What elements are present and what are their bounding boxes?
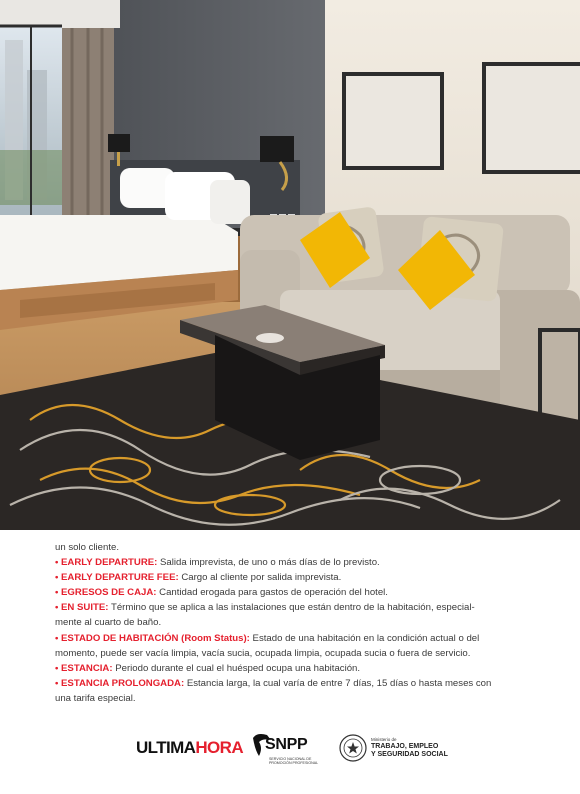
glossary-term: ESTANCIA: bbox=[61, 662, 113, 674]
mtess-seal-icon bbox=[339, 734, 367, 762]
glossary-definition: Estado de una habitación en la condición actual o del momento, puede ser vacía limpia, vacía sucia, ocupada limpia, ocupada sucia o fuera de servicio. bbox=[55, 632, 480, 659]
glossary-term: ESTANCIA PROLONGADA: bbox=[61, 677, 185, 689]
bullet: • bbox=[55, 587, 59, 599]
snpp-subtitle: SERVICIO NACIONAL DE PROMOCIÓN PROFESIONAL bbox=[269, 757, 319, 766]
glossary-entry bbox=[55, 585, 525, 600]
ultimahora-logo bbox=[136, 738, 243, 758]
glossary-entry bbox=[55, 600, 525, 630]
bullet: • bbox=[55, 662, 59, 674]
glossary-entry bbox=[55, 631, 525, 661]
ultimahora-logo-part2: HORA bbox=[195, 738, 244, 757]
glossary-definition: Término que se aplica a las instalaciones que están dentro de la habitación, especial- mente al cuarto de baño. bbox=[55, 602, 475, 629]
bullet: • bbox=[55, 632, 59, 644]
glossary-term: EARLY DEPARTURE: bbox=[61, 557, 158, 569]
glossary-entries bbox=[55, 555, 525, 706]
bullet: • bbox=[55, 677, 59, 689]
mtess-name bbox=[371, 743, 448, 759]
glossary-term: EGRESOS DE CAJA: bbox=[61, 587, 157, 599]
glossary-entry bbox=[55, 661, 525, 676]
ultimahora-logo-part1: ULTIMA bbox=[136, 738, 196, 757]
glossary-entry bbox=[55, 676, 525, 706]
bullet: • bbox=[55, 572, 59, 584]
glossary-definition: Cantidad erogada para gastos de operación del hotel. bbox=[156, 587, 388, 599]
glossary bbox=[55, 540, 525, 706]
glossary-definition: Cargo al cliente por salida imprevista. bbox=[178, 572, 342, 584]
snpp-name: SNPP bbox=[265, 736, 308, 753]
footer-logos bbox=[0, 728, 580, 768]
mtess-ministerio-label: Ministerio de bbox=[371, 737, 397, 742]
bullet: • bbox=[55, 602, 59, 614]
mtess-logo bbox=[339, 734, 449, 764]
glossary-term: EARLY DEPARTURE FEE: bbox=[61, 572, 179, 584]
glossary-term: ESTADO DE HABITACIÓN (Room Status): bbox=[61, 632, 250, 644]
mtess-name-line1: TRABAJO, EMPLEO bbox=[371, 743, 439, 750]
mtess-name-line2: Y SEGURIDAD SOCIAL bbox=[371, 751, 448, 758]
glossary-entry bbox=[55, 570, 525, 585]
glossary-definition: Estancia larga, la cual varía de entre 7 días, 15 días o hasta meses con una tarifa especial. bbox=[55, 677, 492, 704]
glossary-term: EN SUITE: bbox=[61, 602, 109, 614]
glossary-definition: Periodo durante el cual el huésped ocupa una habitación. bbox=[112, 662, 361, 674]
glossary-definition: Salida imprevista, de uno o más días de lo previsto. bbox=[157, 557, 380, 569]
snpp-logo bbox=[251, 730, 323, 770]
bullet: • bbox=[55, 557, 59, 569]
glossary-intro: un solo cliente. bbox=[55, 542, 119, 553]
glossary-entry bbox=[55, 555, 525, 570]
